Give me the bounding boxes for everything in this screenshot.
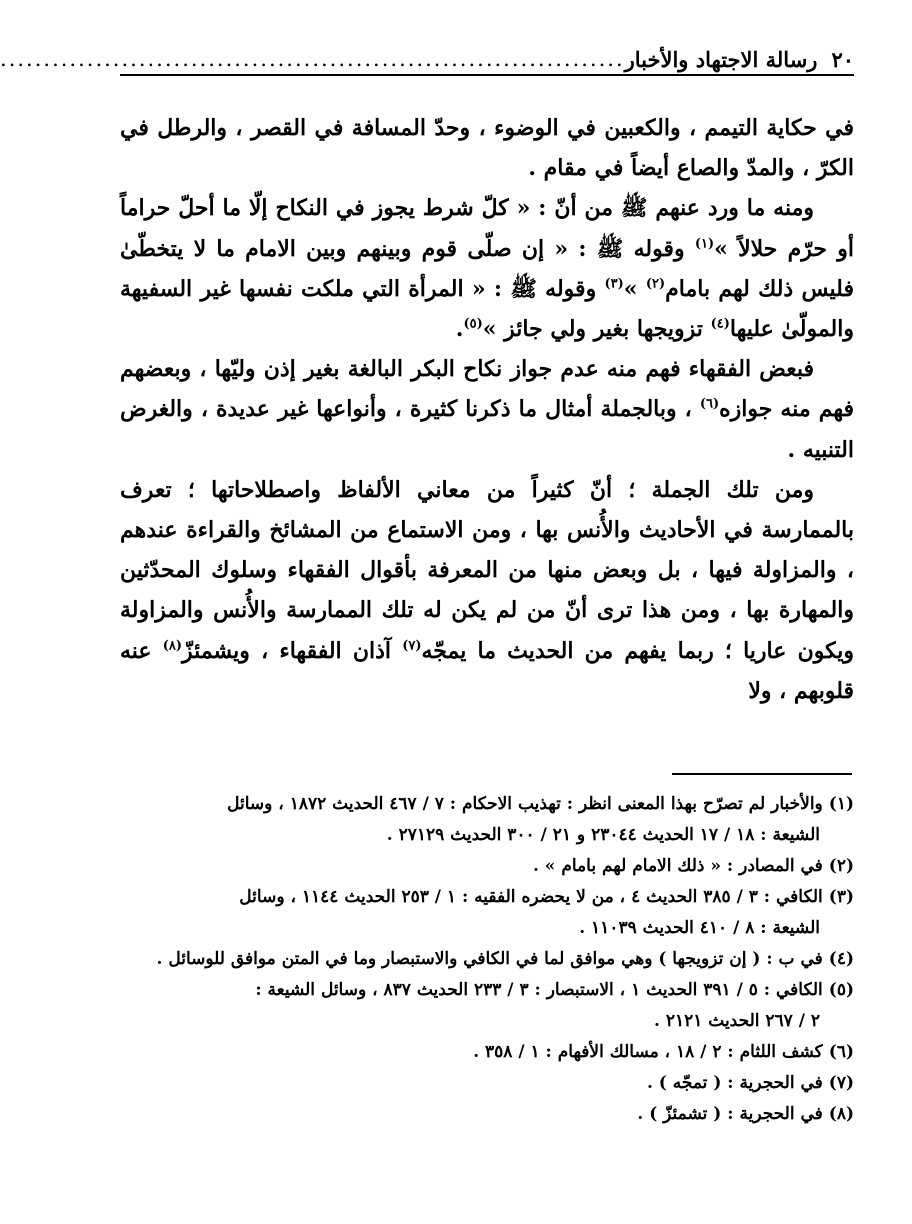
footnote-marker[interactable]: (١) [694,236,715,252]
footnote-label: (٨) [828,1104,854,1124]
footnote-text: في الحجرية : ( تشمئزّ ) . [637,1104,823,1124]
paragraph [120,349,854,470]
text-run: » [623,275,646,302]
text-run: تزويجها بغير ولي جائز » [482,316,711,343]
footnote-label: (١) [828,794,854,814]
footnote-text: الكافي : ٥ / ٣٩١ الحديث ١ ، الاستبصار : ٣ / ٢٣٣ الحديث ٨٣٧ ، وسائل الشيعة : [255,980,823,1000]
footnote [120,944,854,975]
text-run: آذان الفقهاء ، ويشمئزّ [182,637,403,664]
text-run: ومنه ما ورد عنهم ﷺ من أنّ : « كلّ شرط يجوز في النكاح إلّا ما أحلّ حراماً أو حرّم حلالاً » [120,195,854,262]
footnote-text: في الحجرية : ( تمجّه ) . [646,1073,823,1093]
footnote-marker[interactable]: (٢) [645,276,666,292]
footnote-text: الشيعة : ١٨ / ١٧ الحديث ٢٣٠٤٤ و ٢١ / ٣٠٠ الحديث ٢٧١٢٩ . [386,825,820,845]
footnote-label: (٧) [828,1073,854,1093]
text-run: في حكاية التيمم ، والكعبين في الوضوء ، وحدّ المسافة في القصر ، والرطل في الكرّ ، والمدّ والصاع أيضاً في مقام . [120,115,854,182]
footnote-text: الكافي : ٣ / ٣٨٥ الحديث ٤ ، من لا يحضره الفقيه : ١ / ٢٥٣ الحديث ١١٤٤ ، وسائل [239,887,823,907]
footnote-separator [672,773,852,775]
footnote-label: (٤) [828,949,854,969]
footnote [120,975,854,1037]
footnote [120,789,854,851]
text-run: ومن تلك الجملة ؛ أنّ كثيراً من معاني الألفاظ واصطلاحاتها ؛ تعرف بالممارسة في الأحاديث والأُنس بها ، ومن الاستماع من المشائخ والقراءة عندهم ، والمزاولة فيها ، بل وبعض منها من المعرفة بأقوال الفقهاء وسلوك المحدّثين والمهارة بها ، ومن هذا ترى أنّ من لم يكن له تلك الممارسة والأُنس والمزاولة ويكون عاريا ؛ ربما يفهم من الحديث ما يمجّه [120,476,854,664]
text-run: . [455,316,464,343]
footnote-marker[interactable]: (٧) [402,638,422,654]
footnote [120,851,854,882]
footnote-marker[interactable]: (٣) [604,276,624,292]
footnote-marker[interactable]: (٦) [699,397,720,413]
footnote-label: (٥) [828,980,854,1000]
footnote-marker[interactable]: (٨) [162,638,183,654]
page-number: ٢٠ [831,46,854,72]
running-header [0,30,854,76]
paragraph [120,188,854,349]
footnote-text: كشف اللثام : ٢ / ١٨ ، مسالك الأفهام : ١ / ٣٥٨ . [473,1042,823,1062]
footnote-label: (٢) [828,856,854,876]
footnote-text: ٢ / ٢٦٧ الحديث ٢١٢١ . [653,1011,820,1031]
footnote [120,882,854,944]
footnote-label: (٣) [828,887,854,907]
footnote [120,1037,854,1068]
footnote-text: الشيعة : ٨ / ٤١٠ الحديث ١١٠٣٩ . [579,918,820,938]
text-run: وقوله ﷺ : « المرأة التي ملكت نفسها غير السفيهة والمولّىٰ عليها [120,275,854,343]
running-title: رسالة الاجتهاد والأخبار [624,46,818,72]
footnote-label: (٦) [828,1042,854,1062]
footnote-marker[interactable]: (٤) [710,316,730,332]
footnote-text: في ب : ( إن تزويجها ) وهي موافق لما في الكافي والاستبصار وما في المتن موافق للوسائل . [156,949,823,969]
footnote [120,1099,854,1130]
text-run: وقوله ﷺ : « إن صلّى قوم وبينهم وبين الامام ما لا يتخطّىٰ فليس ذلك لهم بامام [120,235,854,302]
footnote-text: في المصادر : « ذلك الامام لهم بامام » . [532,856,823,876]
main-text [120,108,854,711]
paragraph [120,108,854,188]
text-run: فبعض الفقهاء فهم منه عدم جواز نكاح البكر البالغة بغير إذن وليّها ، وبعضهم فهم منه جوازه [120,356,854,423]
footnote-marker[interactable]: (٥) [463,316,483,332]
footnote-text: والأخبار لم تصرّح بهذا المعنى انظر : تهذيب الاحكام : ٧ / ٤٦٧ الحديث ١٨٧٢ ، وسائل [227,794,823,814]
text-run: ، وبالجملة أمثال ما ذكرنا كثيرة ، وأنواعها غير عديدة ، والغرض التنبيه . [120,396,854,463]
paragraph [120,470,854,711]
footnotes [120,789,854,1130]
text-run: عنه قلوبهم ، ولا [120,637,854,704]
footnote [120,1068,854,1099]
dot-leader: ........................................................................ [0,46,625,71]
